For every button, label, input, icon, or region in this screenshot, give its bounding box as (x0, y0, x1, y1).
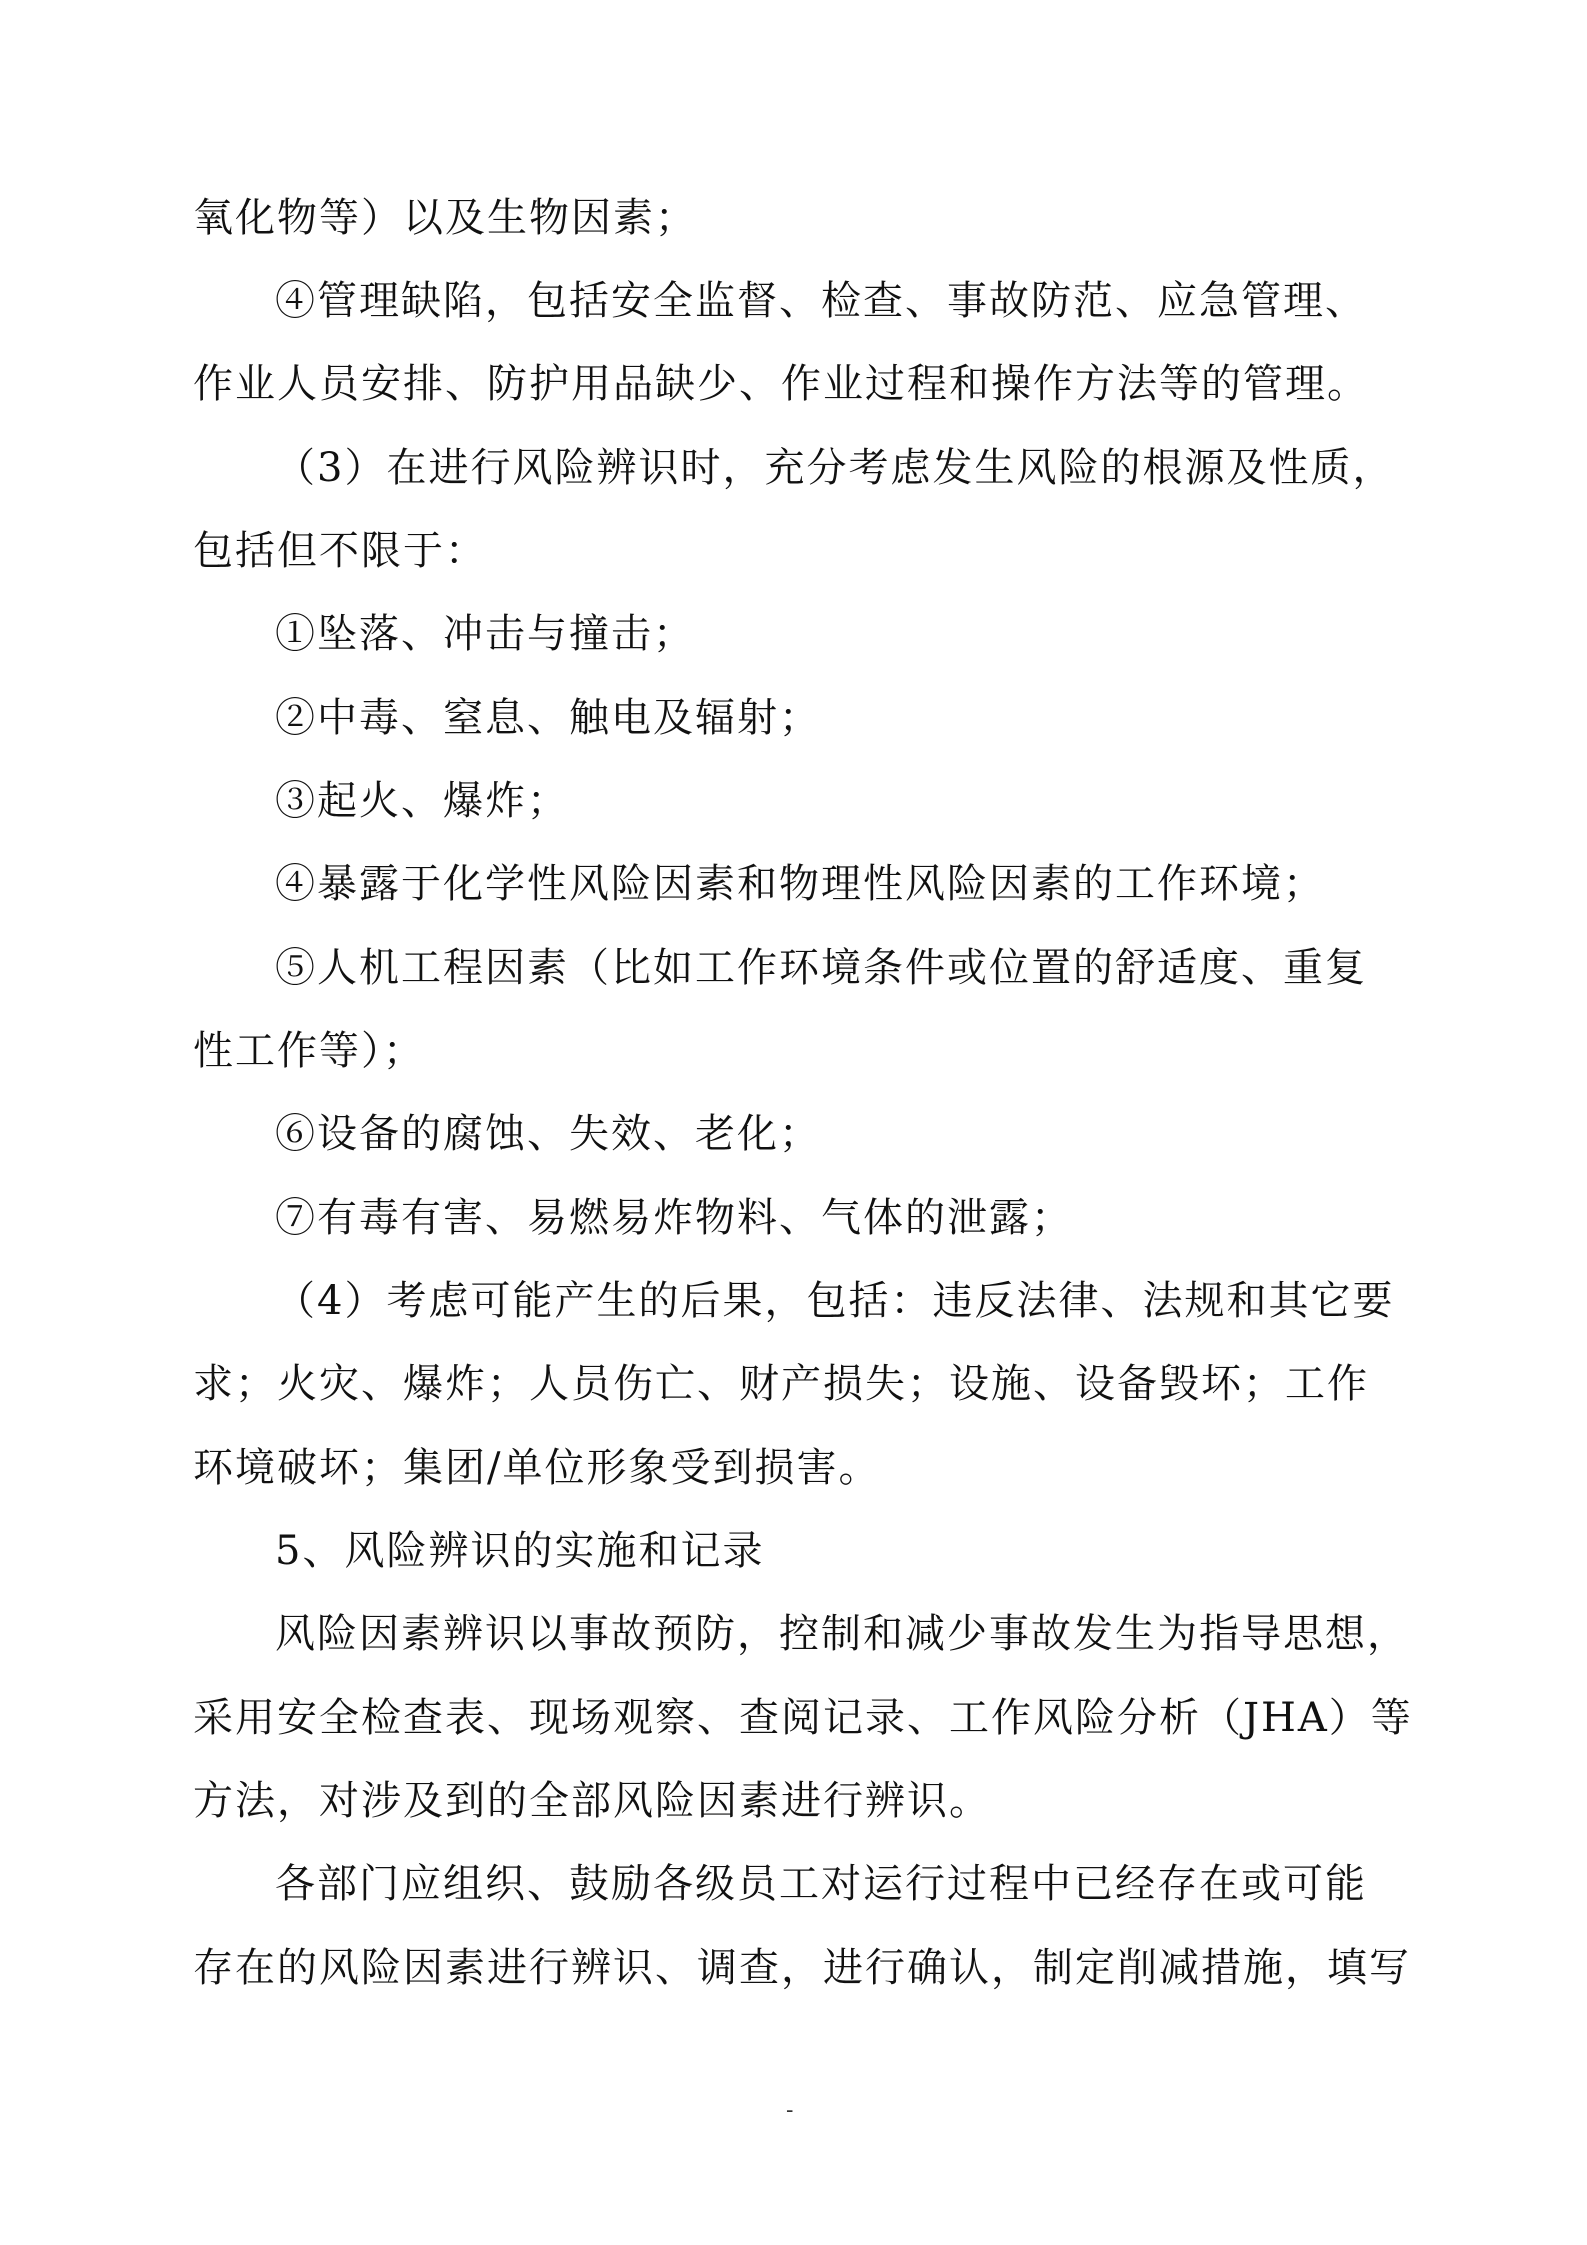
text-line: （3）在进行风险辨识时，充分考虑发生风险的根源及性质， (275, 445, 1395, 491)
text-line: 性工作等）； (193, 1028, 425, 1074)
text-line: 风险因素辨识以事故预防，控制和减少事故发生为指导思想， (275, 1611, 1409, 1657)
section-heading: 5、风险辨识的实施和记录 (275, 1528, 765, 1574)
page-footer-mark: - (786, 2098, 794, 2123)
text-line: ④暴露于化学性风险因素和物理性风险因素的工作环境； (275, 861, 1325, 907)
text-line: 氧化物等）以及生物因素； (193, 195, 697, 241)
text-line: 方法，对涉及到的全部风险因素进行辨识。 (193, 1778, 991, 1824)
text-line: ④管理缺陷，包括安全监督、检查、事故防范、应急管理、 (275, 278, 1367, 324)
text-line: 环境破坏；集团/单位形象受到损害。 (193, 1445, 881, 1491)
text-line: ②中毒、窒息、触电及辐射； (275, 695, 821, 741)
text-line: 采用安全检查表、现场观察、查阅记录、工作风险分析（JHA）等 (193, 1695, 1413, 1741)
text-line: 求；火灾、爆炸；人员伤亡、财产损失；设施、设备毁坏；工作 (193, 1361, 1369, 1407)
text-line: 作业人员安排、防护用品缺少、作业过程和操作方法等的管理。 (193, 361, 1369, 407)
text-line: ③起火、爆炸； (275, 778, 569, 824)
text-line: 各部门应组织、鼓励各级员工对运行过程中已经存在或可能 (275, 1861, 1367, 1907)
text-line: 包括但不限于： (193, 528, 487, 574)
text-line: ⑥设备的腐蚀、失效、老化； (275, 1111, 821, 1157)
text-line: ⑦有毒有害、易燃易炸物料、气体的泄露； (275, 1195, 1073, 1241)
text-line: ①坠落、冲击与撞击； (275, 611, 695, 657)
text-line: ⑤人机工程因素（比如工作环境条件或位置的舒适度、重复 (275, 945, 1367, 991)
text-line: 存在的风险因素进行辨识、调查，进行确认，制定削减措施，填写 (193, 1945, 1411, 1991)
text-line: （4）考虑可能产生的后果，包括：违反法律、法规和其它要 (275, 1278, 1395, 1324)
